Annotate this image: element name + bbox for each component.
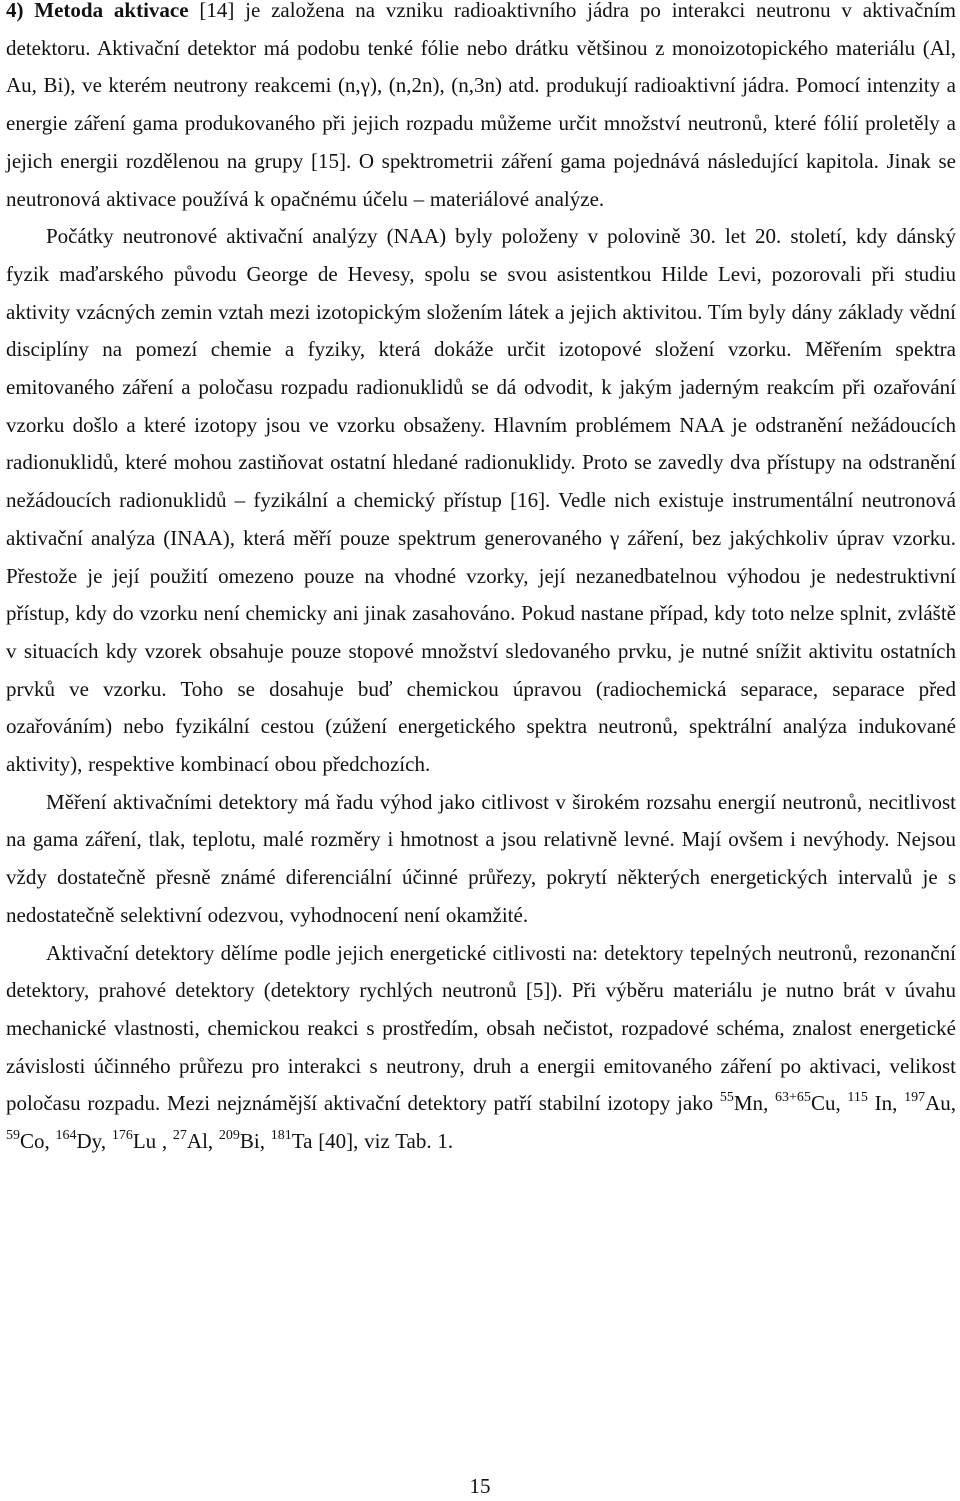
isotope: $^{27}$Al, — [172, 1128, 219, 1154]
isotope-mass-number: 164 — [55, 1128, 77, 1144]
isotope: $^{197}$Au, — [904, 1090, 957, 1116]
section-heading: 4) Metoda aktivace — [6, 0, 189, 22]
isotope-symbol: Bi — [239, 1129, 260, 1154]
isotope-symbol: In — [867, 1091, 893, 1116]
paragraph-detector-types — [6, 935, 956, 1161]
isotope: $^{164}$Dy, — [55, 1128, 112, 1154]
page-number: 15 — [469, 1474, 491, 1498]
isotope-symbol: Cu — [810, 1091, 836, 1116]
isotope-mass-number: 176 — [111, 1128, 133, 1144]
isotope-symbol: Mn — [733, 1091, 764, 1116]
isotope — [271, 1129, 313, 1153]
isotope-symbol: Dy — [76, 1129, 101, 1154]
isotope-mass-number: 181 — [270, 1128, 292, 1144]
isotope-symbol: Al — [186, 1129, 208, 1154]
isotope: $^{59}$Co, — [6, 1128, 56, 1154]
paragraph-metoda-aktivace — [6, 0, 956, 218]
isotope-mass-number: 115 — [847, 1090, 868, 1106]
section-intro-text: [14] je založena na vzniku radioaktivního jádra po interakci neutronu v aktivačním detektoru. Aktivační detektor má podobu tenké fólie nebo drátku většinou z monoizotopického materiálu (Al, Au, Bi), ve kterém neutrony reakcemi (n,γ), (n,2n), (n,3n) atd. produkují radioaktivní jádra. Pomocí intenzity a energie záření gama produkovaného při jejich rozpadu můžeme určit množství neutronů, které fólií proletěly a jejich energii rozdělenou na grupy [15]. O spektrometrii záření gama pojednává následující kapitola. Jinak se neutronová aktivace používá k opačnému účelu – materiálové analýze. — [6, 0, 956, 211]
isotope-mass-number: 209 — [218, 1128, 240, 1144]
isotope-mass-number: 59 — [6, 1128, 20, 1144]
paragraph-naa-history: Počátky neutronové aktivační analýzy (NAA) byly položeny v polovině 30. let 20. století, kdy dánský fyzik maďarského původu George de Hevesy, spolu se svou asistentkou Hilde Levi, pozorovali při studiu aktivity vzácných zemin vztah mezi izotopickým složením látek a jejich aktivitou. Tím byly dány základy vědní disciplíny na pomezí chemie a fyziky, která dokáže určit izotopové složení vzorku. Měřením spektra emitovaného záření a poločasu rozpadu radionuklidů se dá odvodit, k jakým jaderným reakcím při ozařování vzorku došlo a které izotopy jsou ve vzorku obsaženy. Hlavním problémem NAA je odstranění nežádoucích radionuklidů, které mohou zastiňovat ostatní hledané radionuklidy. Proto se zavedly dva přístupy na odstranění nežádoucích radionuklidů – fyzikální a chemický přístup [16]. Vedle nich existuje instrumentální neutronová aktivační analýza (INAA), která měří pouze spektrum generovaného γ záření, bez jakýchkoliv úprav vzorku. Přestože je její použití omezeno pouze na vhodné vzorky, její nezanedbatelnou výhodou je nedestruktivní přístup, kdy do vzorku není chemicky ani jinak zasahováno. Pokud nastane případ, kdy toto nelze splnit, zvláště v situacích kdy vzorek obsahuje pouze stopové množství sledovaného prvku, je nutné snížit aktivitu ostatních prvků ve vzorku. Toho se dosahuje buď chemickou úpravou (radiochemická separace, separace před ozařováním) nebo fyzikální cestou (zúžení energetického spektra neutronů, spektrální analýza indukované aktivity), respektive kombinací obou předchozích. — [6, 224, 956, 777]
isotope: $^{176}$Lu , — [111, 1128, 173, 1154]
isotope-symbol: Lu — [132, 1129, 162, 1154]
isotope: $^{63+65}$Cu, — [775, 1090, 848, 1116]
isotope-symbol: Au — [925, 1091, 951, 1116]
detector-types-text: Aktivační detektory dělíme podle jejich energetické citlivosti na: detektory tepelných neutronů, rezonanční detektory, prahové detektory (detektory rychlých neutronů [5]). Při výběru materiálu je nutno brát v úvahu mechanické vlastnosti, chemickou reakci s prostředím, obsah nečistot, rozpadové schéma, znalost energetické závislosti účinného průřezu pro interakci s neutrony, druh a energii emitovaného záření po aktivaci, velikost poločasu rozpadu. Mezi nejznámější aktivační detektory patří stabilní izotopy jako — [6, 940, 956, 1116]
closing-text: [40], viz Tab. 1. — [312, 1129, 454, 1154]
isotope-symbol: Ta — [291, 1129, 313, 1154]
isotope-mass-number: 197 — [904, 1090, 926, 1106]
isotope: $^{55}$Mn, — [719, 1090, 776, 1116]
isotope-mass-number: 27 — [172, 1128, 187, 1144]
document-page — [6, 0, 956, 1161]
isotope: $^{115}$ In, — [847, 1090, 905, 1116]
isotope-mass-number: 55 — [719, 1090, 734, 1106]
isotope: $^{209}$Bi, — [218, 1128, 271, 1154]
isotope-mass-number: 63+65 — [775, 1090, 811, 1106]
isotope-symbol: Co — [20, 1129, 45, 1154]
paragraph-advantages: Měření aktivačními detektory má řadu výhod jako citlivost v širokém rozsahu energií neutronů, necitlivost na gama záření, tlak, teplotu, malé rozměry i hmotnost a jsou relativně levné. Mají ovšem i nevýhody. Nejsou vždy dostatečně přesně známé diferenciální účinné průřezy, pokrytí některých energetických intervalů je s nedostatečně selektivní odezvou, vyhodnocení není okamžité. — [6, 789, 956, 927]
